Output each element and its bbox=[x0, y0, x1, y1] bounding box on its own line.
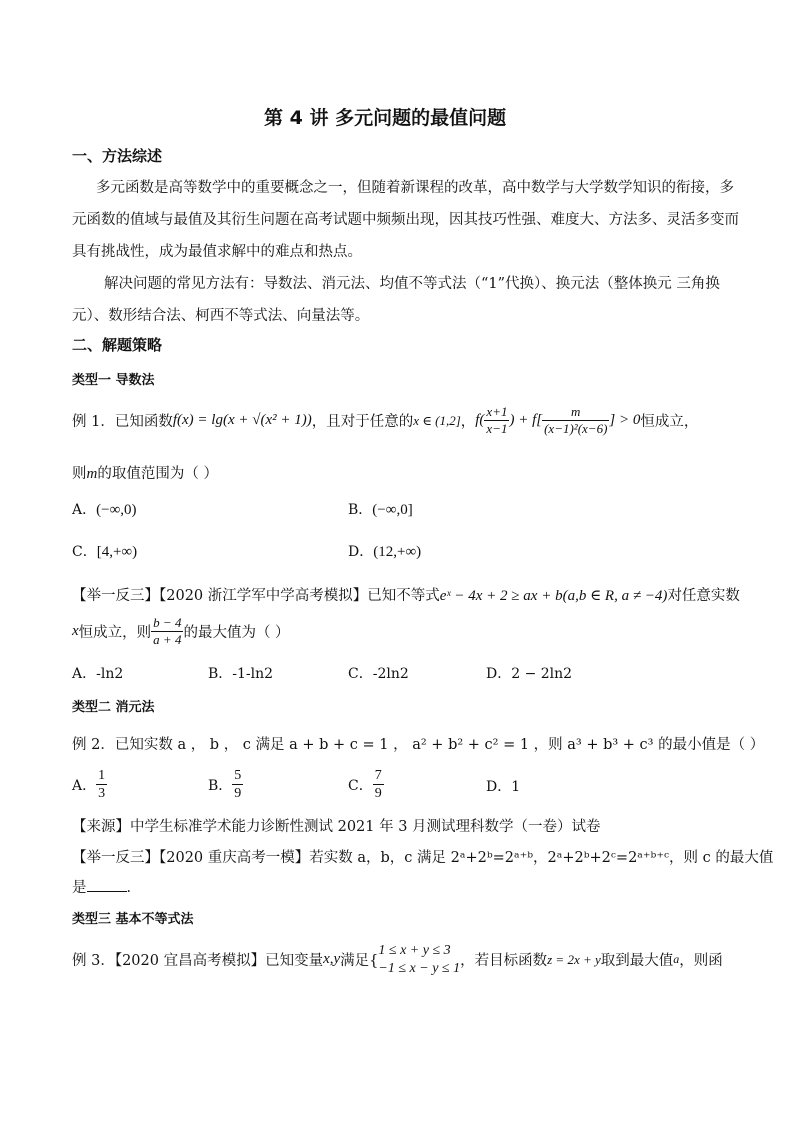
example-1-var-m: m bbox=[86, 466, 98, 482]
example-3-end: 取到最大值 bbox=[600, 953, 674, 969]
extension-1-var-x: x bbox=[72, 623, 79, 640]
example-3-var-a: a bbox=[673, 952, 680, 966]
type-heading-inequality: 类型三 基本不等式法 bbox=[72, 912, 194, 927]
example-1-line1 bbox=[72, 405, 698, 437]
fraction-numerator: m bbox=[571, 404, 581, 419]
example-1-line2 bbox=[72, 462, 218, 483]
fraction-denominator: (x−1)²(x−6) bbox=[544, 421, 608, 437]
extension-1-line2-a: 恒成立，则 bbox=[78, 625, 152, 642]
option-value: (−∞,0] bbox=[372, 502, 413, 518]
paragraph-line: 元函数的值域与最值及其衍生问题在高考试题中频频出现，因其技巧性强、难度大、方法多、灵活多变而 bbox=[72, 212, 739, 228]
extension-1-line1 bbox=[72, 584, 740, 605]
extension-2-line2-a: 是 bbox=[72, 880, 87, 896]
fraction-denominator: 9 bbox=[374, 786, 382, 802]
system-row: 1 ≤ x + y ≤ 3 bbox=[378, 943, 451, 958]
example-1-fraction-2 bbox=[542, 405, 609, 437]
system-row: −1 ≤ x − y ≤ 1 bbox=[378, 960, 461, 976]
source-note: 【来源】中学生标准学术能力诊断性测试 2021 年 3 月测试理科数学（一卷）试卷 bbox=[72, 819, 601, 835]
option-fraction bbox=[232, 768, 243, 802]
extension-1-line2-b: 的最大值为（ ） bbox=[183, 625, 290, 642]
paragraph-line: 具有挑战性，成为最值求解中的难点和热点。 bbox=[72, 244, 362, 260]
extension-1-option-d: D．2 − 2ln2 bbox=[486, 666, 573, 682]
example-2-text: 例 2．已知实数 a ， b ， c 满足 a + b + c = 1 ， a² + b² + c² = 1 ，则 a³ + b³ + c³ 的最小值是（ ） bbox=[72, 737, 765, 753]
example-1-ineq-b: ) + f[ bbox=[509, 412, 543, 429]
example-2-option-c bbox=[348, 768, 384, 802]
fraction-denominator: 3 bbox=[98, 786, 106, 802]
option-value: (12,+∞) bbox=[373, 544, 422, 560]
example-1-suffix: 恒成立， bbox=[640, 414, 699, 431]
extension-1-suffix: 对任意实数 bbox=[667, 588, 740, 604]
section-heading-methods: 一、方法综述 bbox=[72, 147, 163, 165]
option-label: D． bbox=[348, 544, 374, 560]
page-title: 第 4 讲 多元问题的最值问题 bbox=[264, 107, 507, 129]
type-heading-derivative: 类型一 导数法 bbox=[72, 373, 155, 388]
fraction-denominator: 9 bbox=[234, 786, 242, 802]
example-1-ineq-a: f( bbox=[475, 412, 485, 429]
option-b bbox=[348, 499, 413, 519]
example-1-line2-end: 的取值范围为（ ） bbox=[97, 466, 218, 482]
option-value: (−∞,0) bbox=[96, 502, 137, 518]
example-3-mid: 满足{ bbox=[340, 953, 379, 969]
example-2-option-b bbox=[208, 768, 243, 802]
example-1-domain: x ∈ (1,2] bbox=[413, 412, 461, 428]
example-1-sep: ， bbox=[460, 414, 476, 431]
option-value: [4,+∞) bbox=[96, 544, 138, 560]
extension-1-option-b: B．-1-ln2 bbox=[208, 666, 274, 682]
extension-1-option-c: C．-2ln2 bbox=[348, 666, 409, 682]
example-1-mid: ，且对于任意的 bbox=[311, 414, 414, 431]
extension-2-line2 bbox=[72, 876, 141, 897]
paragraph-line: 多元函数是高等数学中的重要概念之一，但随着新课程的改革，高中数学与大学数学知识的衔接，多 bbox=[96, 180, 734, 196]
example-1-line2-start: 则 bbox=[72, 466, 87, 482]
example-3-after: ，若目标函数 bbox=[460, 953, 548, 969]
fraction-numerator: b − 4 bbox=[153, 615, 182, 630]
extension-1-option-a: A．-ln2 bbox=[72, 666, 124, 682]
option-label: C． bbox=[348, 777, 373, 794]
example-1-fraction-1 bbox=[484, 405, 509, 437]
extension-1-line2 bbox=[72, 616, 290, 648]
fraction-numerator: 5 bbox=[234, 768, 242, 783]
fraction-denominator: a + 4 bbox=[153, 632, 182, 648]
extension-1-inequality: eˣ − 4x + 2 ≥ ax + b(a,b ∈ R, a ≠ −4) bbox=[439, 588, 668, 604]
option-d bbox=[348, 541, 421, 561]
fraction-numerator: 7 bbox=[374, 768, 382, 783]
example-1-ineq-c: ] > 0 bbox=[609, 412, 641, 429]
paragraph-line: 元）、数形结合法、柯西不等式法、向量法等。 bbox=[72, 308, 370, 324]
extension-2-line1: 【举一反三】【2020 重庆高考一模】若实数 a，b，c 满足 2ᵃ+2ᵇ=2ᵃ⁺ᵇ，2ᵃ+2ᵇ+2ᶜ=2ᵃ⁺ᵇ⁺ᶜ，则 c 的最大值 bbox=[72, 850, 774, 866]
fraction-numerator: 1 bbox=[98, 768, 106, 783]
example-3-tail: ，则函 bbox=[679, 953, 723, 969]
option-fraction bbox=[373, 768, 384, 802]
example-3-prefix: 例 3．【2020 宜昌高考模拟】已知变量 bbox=[72, 953, 324, 969]
extension-1-prefix: 【举一反三】【2020 浙江学军中学高考模拟】已知不等式 bbox=[72, 588, 440, 604]
fraction-numerator: x+1 bbox=[486, 404, 508, 419]
type-heading-elimination: 类型二 消元法 bbox=[72, 700, 155, 715]
example-1-function: f(x) = lg(x + √(x² + 1)) bbox=[172, 412, 312, 429]
example-1-prefix: 例 1．已知函数 bbox=[72, 414, 173, 431]
option-label: C． bbox=[72, 544, 97, 560]
option-a bbox=[72, 499, 137, 519]
section-heading-strategies: 二、解题策略 bbox=[72, 336, 163, 354]
example-3-line1 bbox=[72, 942, 723, 977]
option-label: B． bbox=[348, 502, 373, 518]
fraction-denominator: x−1 bbox=[486, 421, 508, 437]
paragraph-line: 解决问题的常见方法有：导数法、消元法、均值不等式法（“1”代换）、换元法（整体换元 三角换 bbox=[104, 276, 720, 292]
example-3-vars: x,y bbox=[323, 951, 341, 967]
example-3-objective: z = 2x + y bbox=[547, 951, 601, 967]
extension-2-line2-b: ． bbox=[126, 880, 141, 896]
option-fraction bbox=[96, 768, 107, 802]
option-c bbox=[72, 541, 137, 561]
option-label: A． bbox=[72, 777, 97, 794]
answer-blank bbox=[87, 891, 127, 892]
extension-1-fraction bbox=[151, 616, 183, 648]
example-2-option-d: D．1 bbox=[486, 779, 521, 795]
option-label: B． bbox=[208, 777, 233, 794]
example-2-option-a bbox=[72, 768, 107, 802]
example-3-system bbox=[378, 942, 460, 977]
option-label: A． bbox=[72, 502, 97, 518]
